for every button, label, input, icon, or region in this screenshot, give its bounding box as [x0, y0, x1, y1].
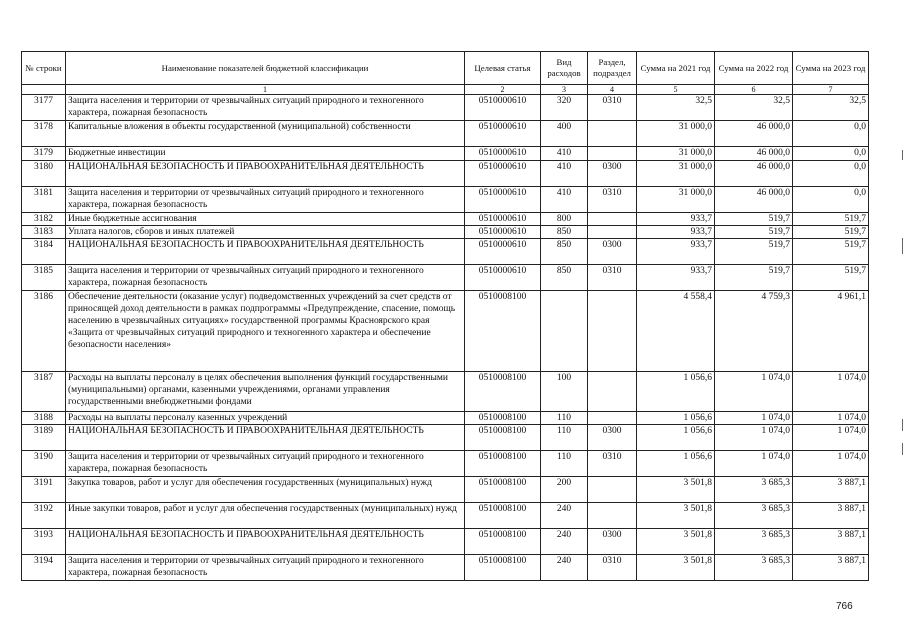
page-number: 766 [836, 601, 853, 612]
row-sum-2021: 933,7 [637, 239, 715, 265]
row-target: 0510000610 [465, 121, 541, 147]
table-row [22, 265, 869, 291]
table-row [22, 161, 869, 187]
row-number: 3184 [22, 239, 66, 265]
row-sum-2023: 1 074,0 [793, 451, 869, 477]
row-sum-2022: 1 074,0 [715, 451, 793, 477]
row-name: Защита населения и территории от чрезвычайных ситуаций природного и техногенного характера, пожарная безопасность [66, 555, 465, 581]
row-name: Бюджетные инвестиции [66, 147, 465, 161]
row-target: 0510008100 [465, 477, 541, 503]
row-name: Закупка товаров, работ и услуг для обеспечения государственных (муниципальных) нужд [66, 477, 465, 503]
row-name: НАЦИОНАЛЬНАЯ БЕЗОПАСНОСТЬ И ПРАВООХРАНИТЕЛЬНАЯ ДЕЯТЕЛЬНОСТЬ [66, 239, 465, 265]
row-sum-2021: 1 056,6 [637, 451, 715, 477]
table-row [22, 95, 869, 121]
row-number: 3182 [22, 213, 66, 226]
row-sum-2021: 31 000,0 [637, 161, 715, 187]
row-sum-2023: 519,7 [793, 239, 869, 265]
row-kind: 410 [541, 147, 588, 161]
row-sum-2021: 32,5 [637, 95, 715, 121]
row-sum-2023: 0,0 [793, 187, 869, 213]
table-row [22, 451, 869, 477]
row-section: 0310 [588, 451, 637, 477]
table-row [22, 187, 869, 213]
table-row [22, 503, 869, 529]
header-target: Целевая статья [465, 52, 541, 85]
row-target: 0510000610 [465, 226, 541, 239]
row-sum-2021: 3 501,8 [637, 529, 715, 555]
row-kind: 800 [541, 213, 588, 226]
row-sum-2022: 3 685,3 [715, 477, 793, 503]
row-section [588, 226, 637, 239]
table-row [22, 412, 869, 425]
row-sum-2021: 31 000,0 [637, 147, 715, 161]
row-sum-2023: 0,0 [793, 161, 869, 187]
row-kind: 850 [541, 265, 588, 291]
table-row [22, 213, 869, 226]
row-number: 3190 [22, 451, 66, 477]
column-number: 1 [66, 85, 465, 95]
row-name: Обеспечение деятельности (оказание услуг) подведомственных учреждений за счет средств от приносящей доход деятельности в рамках подпрограммы «Предупреждение, спасение, помощь населению в чрезвычайных ситуациях» государственной программы Красноярского края «Защита от чрезвычайных ситуаций природного и техногенного характера и обеспечение безопасности населения» [66, 291, 465, 372]
row-sum-2022: 46 000,0 [715, 187, 793, 213]
row-target: 0510008100 [465, 291, 541, 372]
table-row [22, 121, 869, 147]
row-sum-2023: 32,5 [793, 95, 869, 121]
row-sum-2023: 1 074,0 [793, 425, 869, 451]
row-section: 0310 [588, 95, 637, 121]
row-sum-2022: 519,7 [715, 265, 793, 291]
row-sum-2022: 46 000,0 [715, 161, 793, 187]
row-sum-2021: 3 501,8 [637, 477, 715, 503]
row-sum-2022: 1 074,0 [715, 372, 793, 412]
row-section [588, 147, 637, 161]
budget-table [21, 51, 869, 581]
row-name: Расходы на выплаты персоналу казенных учреждений [66, 412, 465, 425]
scan-edge-mark [902, 419, 903, 431]
column-number: 5 [637, 85, 715, 95]
scan-edge-mark [902, 443, 903, 455]
row-sum-2022: 3 685,3 [715, 503, 793, 529]
row-kind: 100 [541, 372, 588, 412]
row-number: 3179 [22, 147, 66, 161]
row-kind: 110 [541, 412, 588, 425]
row-section [588, 412, 637, 425]
table-row [22, 555, 869, 581]
row-sum-2023: 3 887,1 [793, 529, 869, 555]
row-target: 0510008100 [465, 451, 541, 477]
row-target: 0510000610 [465, 265, 541, 291]
header-section: Раздел, подраздел [588, 52, 637, 85]
row-sum-2022: 3 685,3 [715, 529, 793, 555]
scan-edge-mark [902, 238, 903, 254]
row-sum-2022: 1 074,0 [715, 425, 793, 451]
row-number: 3181 [22, 187, 66, 213]
column-number: 7 [793, 85, 869, 95]
row-name: НАЦИОНАЛЬНАЯ БЕЗОПАСНОСТЬ И ПРАВООХРАНИТЕЛЬНАЯ ДЕЯТЕЛЬНОСТЬ [66, 161, 465, 187]
row-sum-2023: 3 887,1 [793, 477, 869, 503]
row-section: 0300 [588, 161, 637, 187]
row-sum-2023: 519,7 [793, 226, 869, 239]
row-sum-2023: 519,7 [793, 265, 869, 291]
header-sum-2023: Сумма на 2023 год [793, 52, 869, 85]
row-target: 0510000610 [465, 239, 541, 265]
row-sum-2023: 0,0 [793, 147, 869, 161]
row-number: 3185 [22, 265, 66, 291]
row-target: 0510000610 [465, 187, 541, 213]
row-section [588, 213, 637, 226]
scan-edge-mark [902, 150, 903, 160]
row-sum-2021: 933,7 [637, 265, 715, 291]
row-sum-2023: 4 961,1 [793, 291, 869, 372]
header-name: Наименование показателей бюджетной классификации [66, 52, 465, 85]
row-kind: 110 [541, 425, 588, 451]
column-number: 4 [588, 85, 637, 95]
row-name: Иные бюджетные ассигнования [66, 213, 465, 226]
row-kind: 240 [541, 529, 588, 555]
row-kind: 320 [541, 95, 588, 121]
row-name: Расходы на выплаты персоналу в целях обеспечения выполнения функций государственными (муниципальными) органами, казенными учреждениями, органами управления государственными внебюджетными фондами [66, 372, 465, 412]
column-number-row [22, 85, 869, 95]
row-sum-2021: 933,7 [637, 226, 715, 239]
table-row [22, 529, 869, 555]
row-name: Защита населения и территории от чрезвычайных ситуаций природного и техногенного характера, пожарная безопасность [66, 451, 465, 477]
header-row-number: № строки [22, 52, 66, 85]
row-number: 3180 [22, 161, 66, 187]
row-name: Иные закупки товаров, работ и услуг для обеспечения государственных (муниципальных) нужд [66, 503, 465, 529]
row-target: 0510008100 [465, 425, 541, 451]
row-sum-2023: 519,7 [793, 213, 869, 226]
header-kind: Вид расходов [541, 52, 588, 85]
row-number: 3191 [22, 477, 66, 503]
row-sum-2021: 31 000,0 [637, 187, 715, 213]
row-number: 3192 [22, 503, 66, 529]
row-section: 0310 [588, 187, 637, 213]
row-target: 0510008100 [465, 503, 541, 529]
row-number: 3178 [22, 121, 66, 147]
row-sum-2021: 3 501,8 [637, 555, 715, 581]
table-body [22, 95, 869, 581]
row-sum-2023: 1 074,0 [793, 412, 869, 425]
row-name: Уплата налогов, сборов и иных платежей [66, 226, 465, 239]
column-number-blank [22, 85, 66, 95]
row-kind: 410 [541, 161, 588, 187]
row-number: 3186 [22, 291, 66, 372]
row-target: 0510008100 [465, 372, 541, 412]
row-number: 3188 [22, 412, 66, 425]
row-sum-2022: 3 685,3 [715, 555, 793, 581]
row-name: Защита населения и территории от чрезвычайных ситуаций природного и техногенного характера, пожарная безопасность [66, 265, 465, 291]
row-section [588, 503, 637, 529]
row-sum-2021: 3 501,8 [637, 503, 715, 529]
row-kind: 400 [541, 121, 588, 147]
row-sum-2022: 519,7 [715, 239, 793, 265]
row-section: 0310 [588, 265, 637, 291]
row-section [588, 477, 637, 503]
row-section [588, 121, 637, 147]
row-name: Защита населения и территории от чрезвычайных ситуаций природного и техногенного характера, пожарная безопасность [66, 187, 465, 213]
table-row [22, 147, 869, 161]
row-sum-2023: 0,0 [793, 121, 869, 147]
row-section: 0300 [588, 529, 637, 555]
row-section: 0300 [588, 239, 637, 265]
row-name: НАЦИОНАЛЬНАЯ БЕЗОПАСНОСТЬ И ПРАВООХРАНИТЕЛЬНАЯ ДЕЯТЕЛЬНОСТЬ [66, 529, 465, 555]
row-target: 0510008100 [465, 555, 541, 581]
row-target: 0510000610 [465, 147, 541, 161]
column-number: 3 [541, 85, 588, 95]
row-number: 3193 [22, 529, 66, 555]
row-number: 3177 [22, 95, 66, 121]
row-section [588, 291, 637, 372]
row-name: Защита населения и территории от чрезвычайных ситуаций природного и техногенного характера, пожарная безопасность [66, 95, 465, 121]
row-number: 3189 [22, 425, 66, 451]
header-sum-2021: Сумма на 2021 год [637, 52, 715, 85]
row-target: 0510000610 [465, 213, 541, 226]
row-number: 3194 [22, 555, 66, 581]
column-number: 2 [465, 85, 541, 95]
row-section: 0300 [588, 425, 637, 451]
row-sum-2021: 4 558,4 [637, 291, 715, 372]
row-sum-2022: 46 000,0 [715, 121, 793, 147]
row-name: НАЦИОНАЛЬНАЯ БЕЗОПАСНОСТЬ И ПРАВООХРАНИТЕЛЬНАЯ ДЕЯТЕЛЬНОСТЬ [66, 425, 465, 451]
row-sum-2021: 1 056,6 [637, 412, 715, 425]
row-kind: 240 [541, 503, 588, 529]
table-row [22, 226, 869, 239]
row-sum-2022: 519,7 [715, 213, 793, 226]
row-sum-2021: 933,7 [637, 213, 715, 226]
row-kind [541, 291, 588, 372]
row-kind: 200 [541, 477, 588, 503]
row-sum-2021: 31 000,0 [637, 121, 715, 147]
table-row [22, 239, 869, 265]
row-sum-2022: 32,5 [715, 95, 793, 121]
row-target: 0510000610 [465, 161, 541, 187]
row-sum-2022: 46 000,0 [715, 147, 793, 161]
column-number: 6 [715, 85, 793, 95]
row-target: 0510008100 [465, 412, 541, 425]
row-sum-2023: 3 887,1 [793, 503, 869, 529]
row-sum-2022: 519,7 [715, 226, 793, 239]
row-sum-2022: 1 074,0 [715, 412, 793, 425]
row-section [588, 372, 637, 412]
table-row [22, 477, 869, 503]
header-sum-2022: Сумма на 2022 год [715, 52, 793, 85]
row-number: 3183 [22, 226, 66, 239]
row-kind: 240 [541, 555, 588, 581]
row-sum-2021: 1 056,6 [637, 425, 715, 451]
row-kind: 850 [541, 239, 588, 265]
table-row [22, 425, 869, 451]
row-target: 0510000610 [465, 95, 541, 121]
row-kind: 110 [541, 451, 588, 477]
header-row [22, 52, 869, 85]
row-name: Капитальные вложения в объекты государственной (муниципальной) собственности [66, 121, 465, 147]
row-sum-2023: 1 074,0 [793, 372, 869, 412]
row-number: 3187 [22, 372, 66, 412]
row-sum-2023: 3 887,1 [793, 555, 869, 581]
table-row [22, 372, 869, 412]
row-kind: 850 [541, 226, 588, 239]
row-sum-2021: 1 056,6 [637, 372, 715, 412]
row-section: 0310 [588, 555, 637, 581]
row-kind: 410 [541, 187, 588, 213]
table-row [22, 291, 869, 372]
row-sum-2022: 4 759,3 [715, 291, 793, 372]
row-target: 0510008100 [465, 529, 541, 555]
